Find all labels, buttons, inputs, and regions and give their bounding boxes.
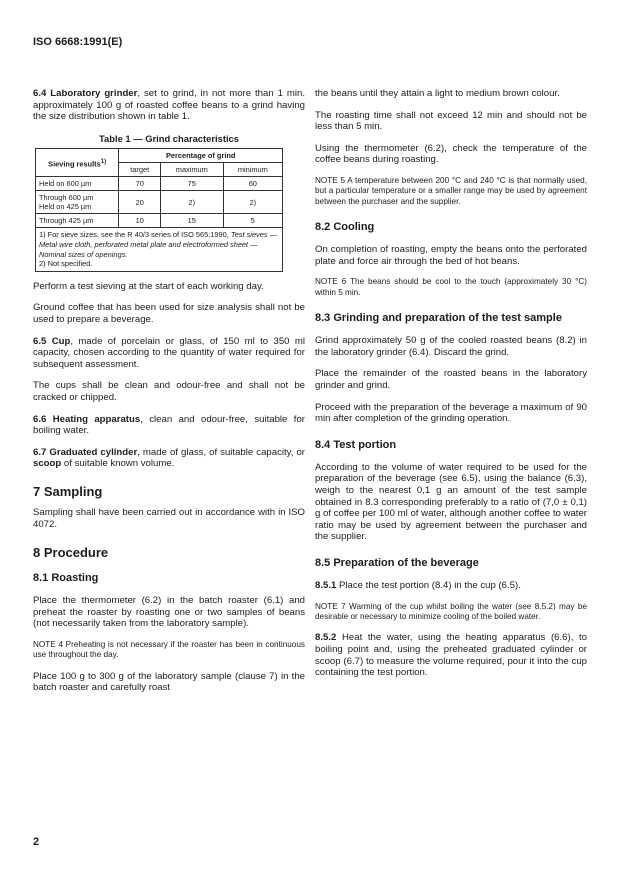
section-8-5-heading: 8.5 Preparation of the beverage — [315, 556, 479, 569]
note-6: NOTE 6 The beans should be cool to the touch (approximately 30 °C) within 5 min. — [315, 277, 587, 297]
paragraph: The roasting time shall not exceed 12 min and should not be less than 5 min. — [315, 109, 587, 133]
document-header: ISO 6668:1991(E) — [33, 36, 123, 48]
paragraph: On completion of roasting, empty the beans onto the perforated plate and force air through the bed of hot beans. — [315, 244, 587, 267]
note-7: NOTE 7 Warming of the cup whilst boiling the water (see 8.5.2) may be desirable or necessary to minimize cooling of the boiled water. — [315, 601, 587, 621]
paragraph: Ground coffee that has been used for size analysis shall not be used to prepare a beverage. — [33, 302, 305, 325]
paragraph: the beans until they attain a light to medium brown colour. — [315, 88, 560, 99]
grind-table — [35, 148, 283, 271]
clause-6-6: 6.6 Heating apparatus, clean and odour-free, suitable for boiling water. — [33, 413, 305, 437]
paragraph: Place the thermometer (6.2) in the batch roaster (6.1) and preheat the roaster by roasting one or two samples of beans (not necessarily taken from the laboratory sample). — [33, 595, 305, 630]
paragraph: Sampling shall have been carried out in accordance with in ISO 4072. — [33, 507, 305, 531]
section-8-2-heading: 8.2 Cooling — [315, 221, 375, 234]
paragraph: The cups shall be clean and odour-free and shall not be cracked or chipped. — [33, 380, 305, 403]
clause-8-5-1: 8.5.1 Place the test portion (8.4) in the cup (6.5). — [315, 579, 521, 591]
clause-6-5: 6.5 Cup, made of porcelain or glass, of 150 ml to 350 ml capacity, chosen according to the quantity of water required for subsequent assessment. — [33, 335, 305, 370]
paragraph: According to the volume of water required to be used for the preparation of the beverage (see 6.5), using the balance (6.3), weigh to the nearest 0,1 g an amount of the test sample obtained in 8.3 corresponding preferably to a ratio of (7,0 ± 0,1) g of coffee per 100 ml of water, although another coffee to water ratio may be used by agreement between the purchaser and the supplier. — [315, 461, 587, 543]
right-column — [315, 88, 587, 689]
table-caption: Table 1 — Grind characteristics — [99, 132, 239, 144]
clause-8-5-2: 8.5.2 Heat the water, using the heating apparatus (6.6), to boiling point and, using the preheated graduated cylinder or scoop (6.7) to measure the volume required, pour it into the cup containing the test portion. — [315, 632, 587, 679]
section-8-1-heading: 8.1 Roasting — [33, 572, 99, 585]
clause-6-4: 6.4 Laboratory grinder, set to grind, in not more than 1 min. approximately 100 g of roasted coffee beans to a grind having the size distribution shown in table 1. — [33, 88, 305, 123]
section-7-heading: 7 Sampling — [33, 483, 103, 499]
table-row: Through 600 µm Held on 425 µm 20 2) 2) — [36, 191, 283, 214]
paragraph: Perform a test sieving at the start of each working day. — [33, 280, 264, 292]
section-8-4-heading: 8.4 Test portion — [315, 438, 397, 451]
left-column — [33, 88, 305, 704]
section-8-heading: 8 Procedure — [33, 544, 109, 560]
section-8-3-heading: 8.3 Grinding and preparation of the test sample — [315, 312, 562, 325]
footnote-2: 2) Not specified. — [39, 259, 93, 269]
paragraph: Grind approximately 50 g of the cooled roasted beans (8.2) in the laboratory grinder (6.4). Discard the grind. — [315, 335, 587, 358]
paragraph: Proceed with the preparation of the beverage a maximum of 90 min after completion of the grinding operation. — [315, 401, 587, 425]
table-footnotes — [36, 228, 283, 271]
page-number: 2 — [33, 836, 40, 848]
paragraph: Place the remainder of the roasted beans in the laboratory grinder and grind. — [315, 368, 587, 391]
col-maximum: maximum — [160, 163, 223, 177]
table-row: Through 425 µm 10 15 5 — [36, 214, 283, 228]
clause-6-4-title: Laboratory grinder — [50, 88, 138, 99]
paragraph: Using the thermometer (6.2), check the temperature of the coffee beans during roasting. — [315, 142, 587, 166]
sieving-results-header: Sieving results$^{1)}$ — [36, 149, 119, 177]
col-target: target — [119, 163, 161, 177]
footnote-1: 1) For sieve sizes, see the R 40/3 series of ISO 565:1990, Test sieves — Metal wire cloth, perforated metal plate and electroformed sheet — Nominal sizes of openings. — [39, 230, 277, 259]
note-4: NOTE 4 Preheating is not necessary if the roaster has been in continuous use throughout the day. — [33, 640, 305, 660]
col-minimum: minimum — [223, 163, 282, 177]
table-row: Held on 600 µm 70 75 60 — [36, 177, 283, 191]
percentage-header: Percentage of grind — [119, 149, 283, 163]
paragraph: Place 100 g to 300 g of the laboratory sample (clause 7) in the batch roaster and carefully roast — [33, 670, 305, 694]
clause-6-7: 6.7 Graduated cylinder, made of glass, of suitable capacity, or scoop of suitable known volume. — [33, 446, 305, 470]
note-5: NOTE 5 A temperature between 200 °C and 240 °C is that normally used, but a particular temperature or a smaller range may be used by agreement between the purchaser and the supplier. — [315, 175, 587, 206]
